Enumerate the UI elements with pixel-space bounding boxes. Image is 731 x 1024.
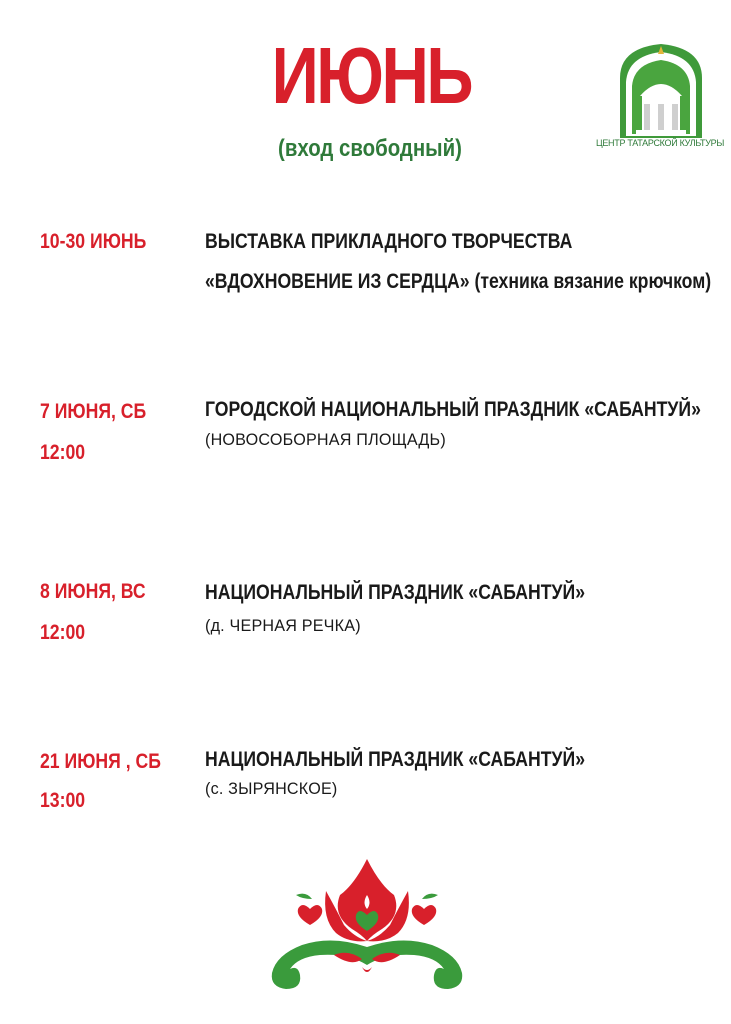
event-title: ВЫСТАВКА ПРИКЛАДНОГО ТВОРЧЕСТВА	[205, 230, 573, 253]
logo-caption: ЦЕНТР ТАТАРСКОЙ КУЛЬТУРЫ	[596, 138, 725, 148]
page-subtitle: (вход свободный)	[278, 135, 462, 162]
event-title: ГОРОДСКОЙ НАЦИОНАЛЬНЫЙ ПРАЗДНИК «САБАНТУЙ»	[205, 398, 701, 421]
event-date: 21 ИЮНЯ , СБ	[40, 750, 161, 773]
event-date: 7 ИЮНЯ, СБ	[40, 400, 147, 423]
event-time: 12:00	[40, 441, 86, 464]
tatar-tulip-ornament-icon	[262, 855, 472, 995]
event-time: 13:00	[40, 789, 86, 812]
page-title: ИЮНЬ	[271, 31, 472, 120]
event-time: 12:00	[40, 621, 86, 644]
event-title-line2: «ВДОХНОВЕНИЕ ИЗ СЕРДЦА» (техника вязание крючком)	[205, 270, 712, 293]
event-title: НАЦИОНАЛЬНЫЙ ПРАЗДНИК «САБАНТУЙ»	[205, 748, 586, 771]
event-place: (д. ЧЕРНАЯ РЕЧКА)	[205, 616, 361, 635]
event-date: 10-30 ИЮНЬ	[40, 230, 147, 253]
event-place: (НОВОСОБОРНАЯ ПЛОЩАДЬ)	[205, 430, 446, 449]
event-title: НАЦИОНАЛЬНЫЙ ПРАЗДНИК «САБАНТУЙ»	[205, 581, 586, 604]
event-date: 8 ИЮНЯ, ВС	[40, 580, 146, 603]
event-place: (с. ЗЫРЯНСКОЕ)	[205, 779, 338, 798]
